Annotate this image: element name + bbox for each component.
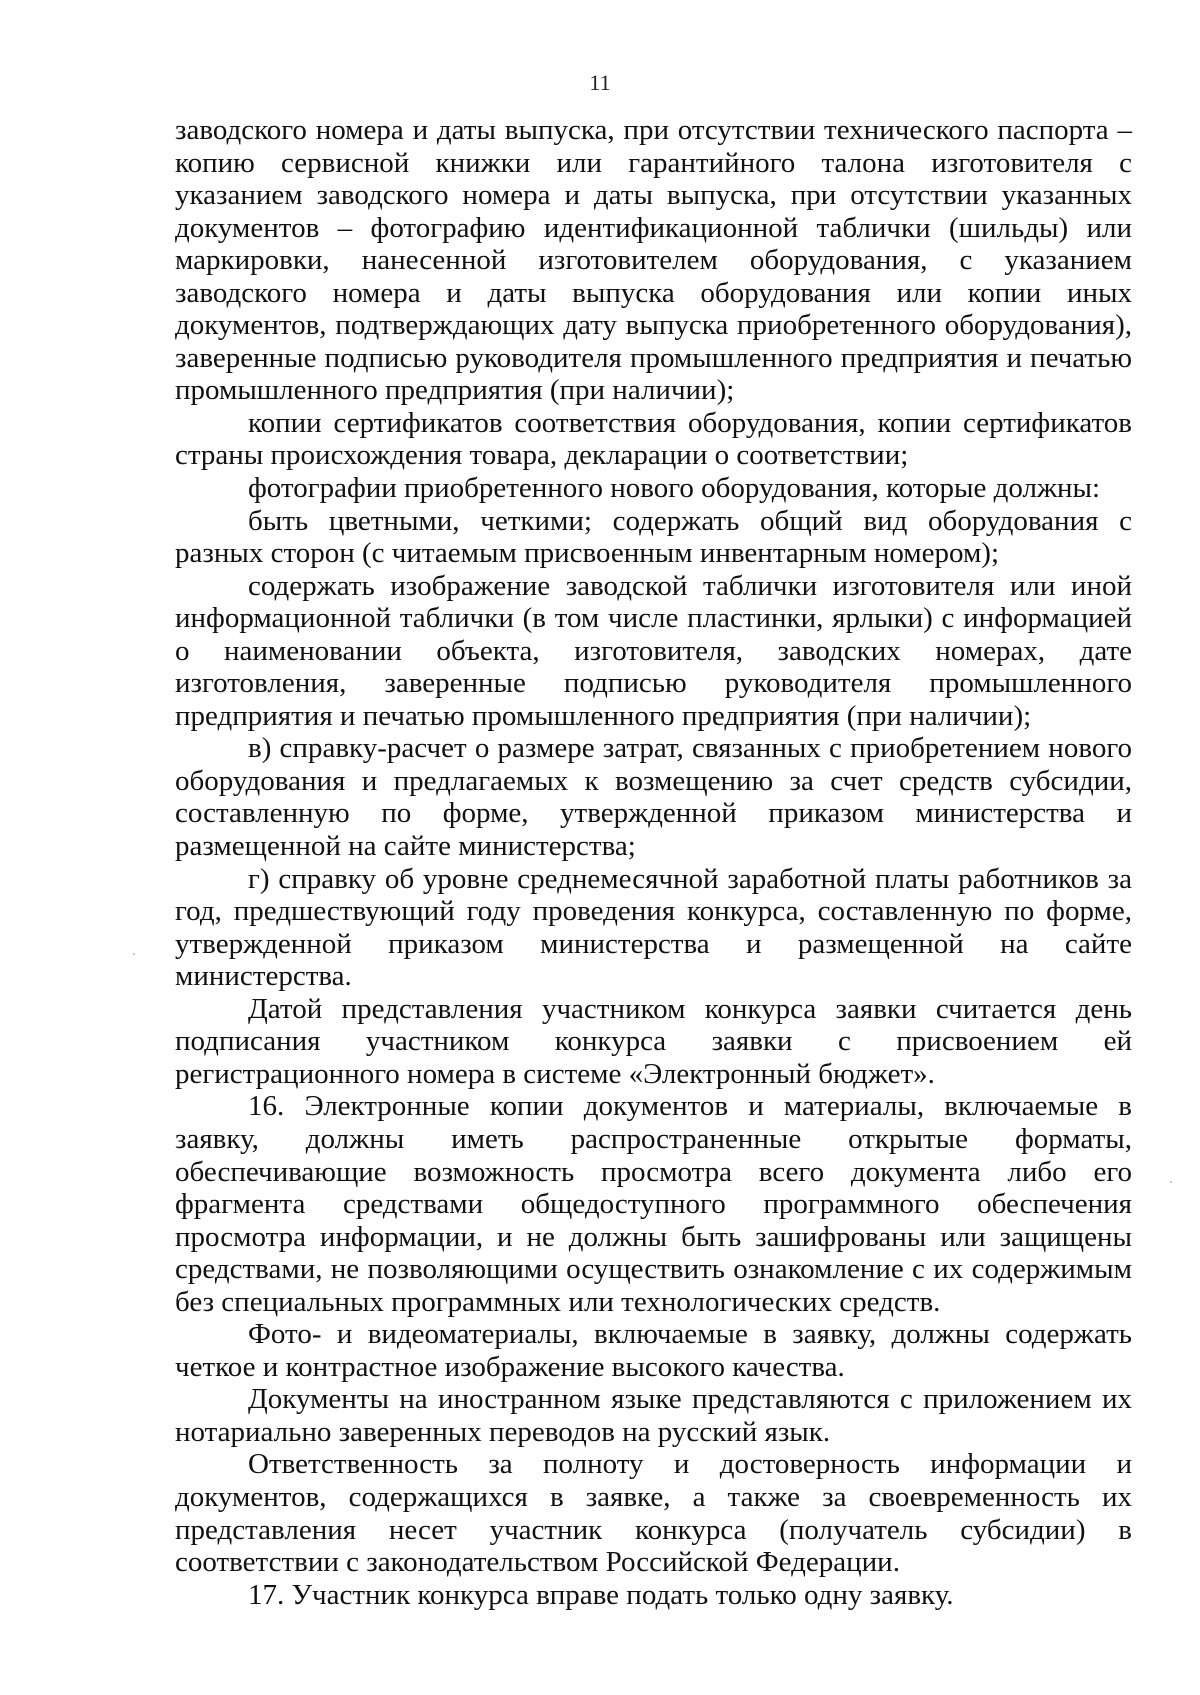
paragraph: Документы на иностранном языке представляются с приложением их нотариально заверенных переводов на русский язык. xyxy=(175,1383,1132,1448)
paragraph: Фото- и видеоматериалы, включаемые в заявку, должны содержать четкое и контрастное изображение высокого качества. xyxy=(175,1318,1132,1383)
paragraph: 16. Электронные копии документов и материалы, включаемые в заявку, должны иметь распространенные открытые форматы, обеспечивающие возможность просмотра всего документа либо его фрагмента средствами общедоступного программного обеспечения просмотра информации, и не должны быть зашифрованы или защищены средствами, не позволяющими осуществить ознакомление с их содержимым без специальных программных или технологических средств. xyxy=(175,1090,1132,1318)
paragraph: Ответственность за полноту и достоверность информации и документов, содержащихся в заявке, а также за своевременность их представления несет участник конкурса (получатель субсидии) в соответствии с законодательством Российской Федерации. xyxy=(175,1448,1132,1579)
paragraph: содержать изображение заводской таблички изготовителя или иной информационной таблички (в том числе пластинки, ярлыки) с информацией о наименовании объекта, изготовителя, заводских номерах, дате изготовления, заверенные подписью руководителя промышленного предприятия и печатью промышленного предприятия (при наличии); xyxy=(175,569,1132,732)
paragraph: быть цветными, четкими; содержать общий вид оборудования с разных сторон (с читаемым присвоенным инвентарным номером); xyxy=(175,504,1132,570)
paragraph: 17. Участник конкурса вправе подать только одну заявку. xyxy=(248,1578,954,1611)
paragraph: в) справку-расчет о размере затрат, связанных с приобретением нового оборудования и предлагаемых к возмещению за счет средств субсидии, составленную по форме, утвержденной приказом министерства и размещенной на сайте министерства; xyxy=(175,732,1132,863)
scan-mark xyxy=(1170,1181,1172,1183)
paragraph: заводского номера и даты выпуска, при отсутствии технического паспорта – копию сервисной книжки или гарантийного талона изготовителя с указанием заводского номера и даты выпуска, при отсутствии указанных документов – фотографию идентификационной таблички (шильды) или маркировки, нанесенной изготовителем оборудования, с указанием заводского номера и даты выпуска оборудования или копии иных документов, подтверждающих дату выпуска приобретенного оборудования), заверенные подписью руководителя промышленного предприятия и печатью промышленного предприятия (при наличии); xyxy=(175,114,1132,407)
page-number: 11 xyxy=(589,70,611,95)
paragraph: копии сертификатов соответствия оборудования, копии сертификатов страны происхождения товара, декларации о соответствии; xyxy=(175,406,1132,472)
paragraph: фотографии приобретенного нового оборудования, которые должны: xyxy=(248,472,1101,505)
paragraph: г) справку об уровне среднемесячной заработной платы работников за год, предшествующий году проведения конкурса, составленную по форме, утвержденной приказом министерства и размещенной на сайте министерства. xyxy=(175,862,1132,993)
paragraph: Датой представления участником конкурса заявки считается день подписания участником конкурса заявки с присвоением ей регистрационного номера в системе «Электронный бюджет». xyxy=(175,992,1132,1090)
document-body xyxy=(175,114,1132,1611)
scan-mark xyxy=(133,953,135,955)
